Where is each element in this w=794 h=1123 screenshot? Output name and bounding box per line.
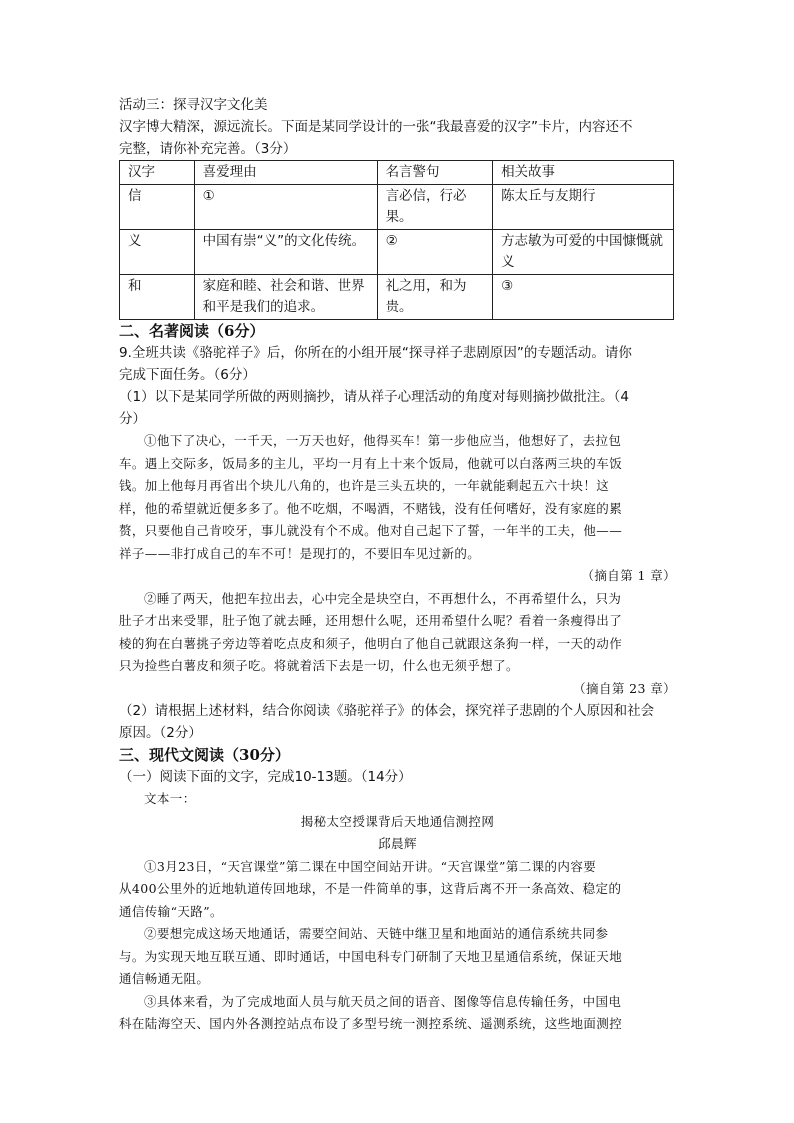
article-title: 揭秘太空授课背后天地通信测控网 [300,813,495,829]
activity-intro-line-2: 完整，请你补充完善。（3分） [119,141,297,157]
subquestion-1-line-2: 分） [119,411,146,427]
article-paragraph-2 [119,923,676,991]
table-header-cell: 汉字 [120,161,195,185]
table-cell-story: 方志敏为可爱的中国慷慨就义 [493,230,674,275]
excerpt-line: ①他下了决心，一千天，一万天也好，他得买车！第一步他应当，他想好了，去拉包 [144,433,622,448]
table-cell-reason: 家庭和睦、社会和谐、世界和平是我们的追求。 [194,275,377,320]
excerpt-line: 赘，只要他自己肯咬牙，事儿就没有个不成。他对自己起下了誓，一年半的工夫，他—— [119,523,623,538]
section-2-heading: 二、名著阅读（6分） [119,322,265,340]
table-cell-char: 和 [120,275,195,320]
excerpt-source: （摘自第 23 章） [573,680,676,696]
article-line: 通信畅通无阻。 [119,971,210,986]
article-line: 从400公里外的近地轨道传回地球，不是一件简单的事，这背后离不开一条高效、稳定的 [119,881,622,896]
page-content [119,94,676,1036]
subquestion-1-line-1: （1）以下是某同学所做的两则摘抄，请从祥子心理活动的角度对每则摘抄做批注。（4 [119,389,629,405]
table-row [120,275,674,320]
table-header-cell: 名言警句 [377,161,493,185]
article-paragraph-3 [119,991,676,1036]
table-cell-reason: ① [194,185,377,230]
excerpt-line: 车。遇上交际多，饭局多的主儿，平均一月有上十来个饭局，他就可以白落两三块的车饭 [119,455,623,471]
excerpt-line: 棱的狗在白薯挑子旁边等着吃点皮和须子，他明白了他自己就跟这条狗一样，一天的动作 [119,635,623,651]
table-header-row [120,161,674,185]
article-line: 通信传输“天路”。 [119,903,223,919]
table-cell-quote: 礼之用，和为贵。 [377,275,493,320]
question-9-line-2: 完成下面任务。（6分） [119,367,256,383]
article-line: 与。为实现天地互联互通、即时通话，中国电科专门研制了天地卫星通信系统，保证天地 [119,948,623,964]
table-cell-quote: 言必信，行必果。 [377,185,493,230]
excerpt-1 [119,430,676,588]
excerpt-line: 肚子才出来受罪，肚子饱了就去睡，还用想什么呢，还用希望什么呢？看着一条瘦得出了 [119,613,623,628]
excerpt-line: ②睡了两天，他把车拉出去，心中完全是块空白，不再想什么，不再希望什么，只为 [144,590,622,606]
excerpt-line: 只为捡些白薯皮和须子吃。将就着活下去是一切，什么也无须乎想了。 [119,658,519,673]
table-cell-quote: ② [377,230,493,275]
excerpt-line: 祥子——非打成自己的车不可！是现打的，不要旧车见过新的。 [119,545,481,561]
subquestion-2-line-2: 原因。（2分） [119,725,202,741]
subquestion-2-line-1: （2）请根据上述材料，结合你阅读《骆驼祥子》的体会，探究祥子悲剧的个人原因和社会 [119,703,655,719]
table-cell-char: 义 [120,230,195,275]
table-cell-reason: 中国有崇“义”的文化传统。 [194,230,377,275]
table-cell-story: 陈太丘与友期行 [493,185,674,230]
table-row [120,185,674,230]
excerpt-line: 样，他的希望就近便多多了。他不吃烟，不喝酒，不赌钱，没有任何嗜好，没有家庭的累 [119,500,623,516]
excerpt-2 [119,588,676,701]
table-header-cell: 相关故事 [493,161,674,185]
excerpt-line: 钱。加上他每月再省出个块儿八角的，也许是三头五块的，一年就能剩起五六十块！这 [119,478,610,493]
favorite-character-card-table [119,160,674,320]
text-label: 文本一： [144,791,196,806]
activity-title: 活动三：探寻汉字文化美 [119,97,268,113]
article-paragraph-1 [119,856,676,924]
question-9-line-1: 9.全班共读《骆驼祥子》后，你所在的小组开展“探寻祥子悲剧原因”的专题活动。请你 [119,345,632,361]
table-row [120,230,674,275]
article-line: ③具体来看，为了完成地面人员与航天员之间的语音、图像等信息传输任务，中国电 [144,993,622,1009]
activity-intro-line-1: 汉字博大精深，源远流长。下面是某同学设计的一张“我最喜爱的汉字”卡片，内容还不 [119,119,633,135]
article-line: ②要想完成这场天地通话，需要空间站、天链中继卫星和地面站的通信系统共同参 [144,926,609,941]
table-header-cell: 喜爱理由 [194,161,377,185]
part-1-instruction: （一）阅读下面的文字，完成10-13题。（14分） [119,769,412,785]
article-line: 科在陆海空天、国内外各测控站点布设了多型号统一测控系统、遥测系统，这些地面测控 [119,1016,623,1031]
table-cell-story: ③ [493,275,674,320]
table-cell-char: 信 [120,185,195,230]
excerpt-source: （摘自第 1 章） [581,568,676,583]
section-3-heading: 三、现代文阅读（30分） [119,746,290,764]
article-line: ①3月23日，“天宫课堂”第二课在中国空间站开讲。“天宫课堂”第二课的内容要 [144,858,597,874]
article-author: 邱晨辉 [378,836,417,851]
